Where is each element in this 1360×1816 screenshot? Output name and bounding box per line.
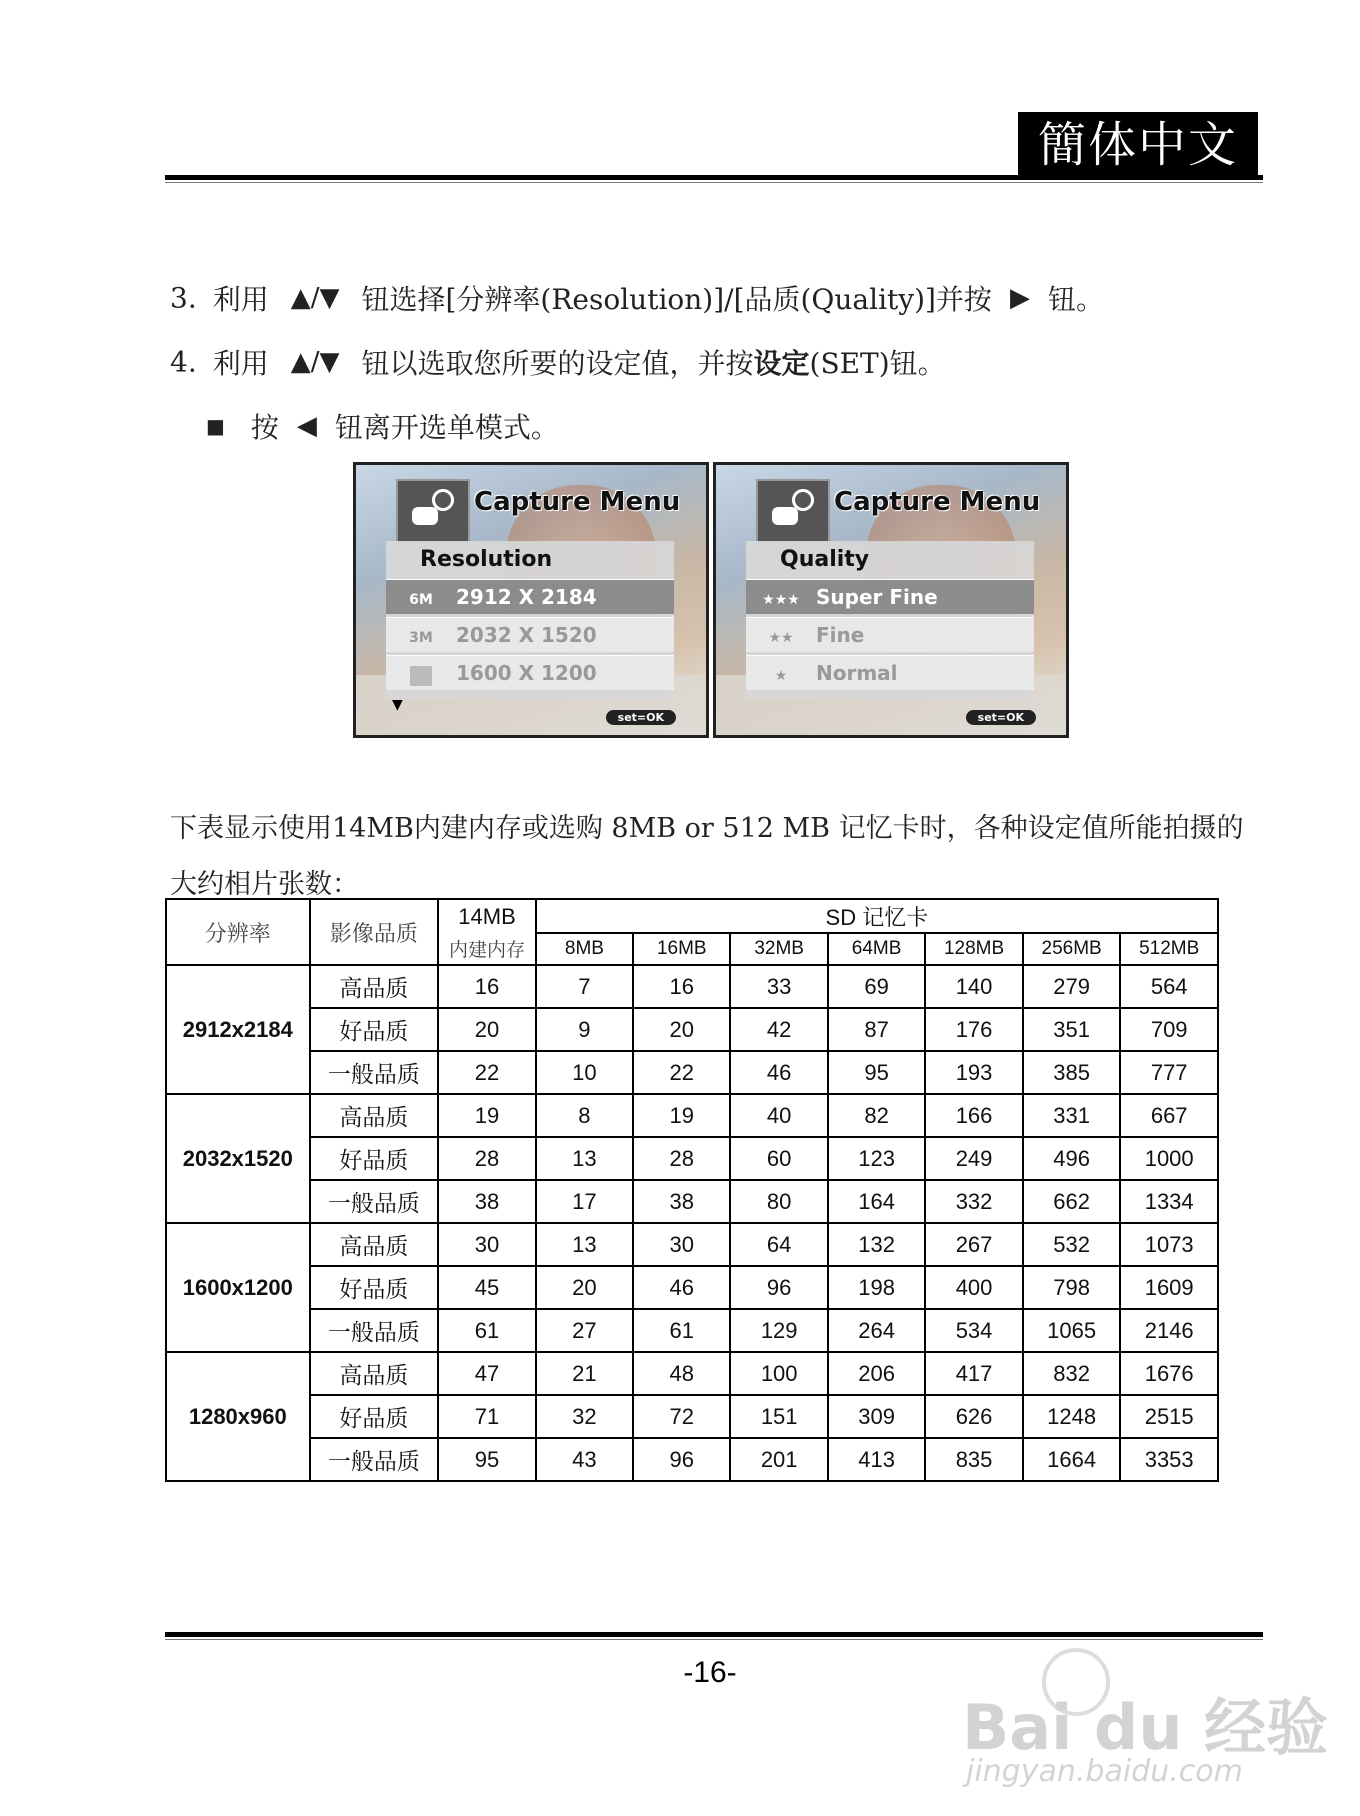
count-cell: 22 xyxy=(438,1051,536,1094)
count-cell: 80 xyxy=(730,1180,827,1223)
count-cell: 564 xyxy=(1120,965,1218,1008)
menu-panel xyxy=(746,541,1034,699)
count-cell: 47 xyxy=(438,1352,536,1395)
count-cell: 16 xyxy=(438,965,536,1008)
count-cell: 20 xyxy=(536,1266,633,1309)
menu-heading: Resolution xyxy=(420,547,553,572)
count-cell: 61 xyxy=(438,1309,536,1352)
count-cell: 279 xyxy=(1023,965,1121,1008)
menu-title: Capture Menu xyxy=(834,487,1041,517)
count-cell: 28 xyxy=(633,1137,730,1180)
intro-line-2: 大约相片张数： xyxy=(170,869,359,900)
count-cell: 82 xyxy=(828,1094,925,1137)
count-cell: 1000 xyxy=(1120,1137,1218,1180)
menu-option[interactable] xyxy=(746,617,1034,652)
header-divider-thin xyxy=(165,182,1263,183)
header-sd-size: 16MB xyxy=(633,933,730,965)
count-cell: 400 xyxy=(925,1266,1023,1309)
count-cell: 33 xyxy=(730,965,827,1008)
option-label: Fine xyxy=(816,623,865,647)
count-cell: 38 xyxy=(438,1180,536,1223)
table-row xyxy=(166,1051,1218,1094)
option-label: Normal xyxy=(816,661,898,685)
count-cell: 193 xyxy=(925,1051,1023,1094)
count-cell: 417 xyxy=(925,1352,1023,1395)
language-tab: 簡体中文 xyxy=(1018,112,1258,178)
count-cell: 332 xyxy=(925,1180,1023,1223)
camera-mode-icon xyxy=(756,479,830,543)
count-cell: 7 xyxy=(536,965,633,1008)
count-cell: 10 xyxy=(536,1051,633,1094)
step-tail: (SET)钮。 xyxy=(809,347,946,380)
quality-cell: 一般品质 xyxy=(310,1180,439,1223)
step-4 xyxy=(170,342,946,382)
header-quality: 影像品质 xyxy=(310,899,439,965)
size-2m-icon xyxy=(386,659,456,693)
count-cell: 22 xyxy=(633,1051,730,1094)
up-down-arrows-icon: ▲/▼ xyxy=(290,283,340,313)
count-cell: 534 xyxy=(925,1309,1023,1352)
count-cell: 140 xyxy=(925,965,1023,1008)
quality-cell: 好品质 xyxy=(310,1008,439,1051)
quality-cell: 好品质 xyxy=(310,1137,439,1180)
set-ok-badge: set=OK xyxy=(606,710,676,725)
count-cell: 351 xyxy=(1023,1008,1121,1051)
up-down-arrows-icon: ▲/▼ xyxy=(290,347,340,377)
table-row xyxy=(166,1137,1218,1180)
quality-menu-screen xyxy=(713,462,1069,738)
count-cell: 1073 xyxy=(1120,1223,1218,1266)
footer-divider-thin xyxy=(165,1639,1263,1640)
count-cell: 16 xyxy=(633,965,730,1008)
header-sd-card: SD 记忆卡 xyxy=(536,899,1218,933)
count-cell: 331 xyxy=(1023,1094,1121,1137)
count-cell: 201 xyxy=(730,1438,827,1481)
resolution-menu-screen xyxy=(353,462,709,738)
menu-option[interactable] xyxy=(386,617,674,652)
count-cell: 832 xyxy=(1023,1352,1121,1395)
table-row xyxy=(166,1266,1218,1309)
count-cell: 2515 xyxy=(1120,1395,1218,1438)
count-cell: 46 xyxy=(730,1051,827,1094)
count-cell: 13 xyxy=(536,1137,633,1180)
count-cell: 19 xyxy=(438,1094,536,1137)
left-triangle-icon: ◀ xyxy=(296,411,317,441)
count-cell: 27 xyxy=(536,1309,633,1352)
count-cell: 132 xyxy=(828,1223,925,1266)
note-line xyxy=(206,406,559,446)
watermark-domain: jingyan.baidu.com xyxy=(966,1754,1243,1789)
quality-cell: 高品质 xyxy=(310,1094,439,1137)
count-cell: 42 xyxy=(730,1008,827,1051)
count-cell: 1334 xyxy=(1120,1180,1218,1223)
count-cell: 9 xyxy=(536,1008,633,1051)
scroll-down-icon: ▼ xyxy=(392,697,403,713)
count-cell: 20 xyxy=(633,1008,730,1051)
count-cell: 43 xyxy=(536,1438,633,1481)
count-cell: 2146 xyxy=(1120,1309,1218,1352)
count-cell: 87 xyxy=(828,1008,925,1051)
step-number: 4. xyxy=(170,345,197,379)
resolution-cell: 2032x1520 xyxy=(166,1094,310,1223)
count-cell: 28 xyxy=(438,1137,536,1180)
three-stars-icon: ★★★ xyxy=(762,592,800,608)
resolution-cell: 1280x960 xyxy=(166,1352,310,1481)
table-row xyxy=(166,965,1218,1008)
count-cell: 532 xyxy=(1023,1223,1121,1266)
header-internal-memory: 14MB xyxy=(438,899,536,933)
count-cell: 48 xyxy=(633,1352,730,1395)
count-cell: 123 xyxy=(828,1137,925,1180)
right-triangle-icon: ▶ xyxy=(1009,283,1030,313)
bullet-icon: ■ xyxy=(206,414,225,438)
quality-cell: 高品质 xyxy=(310,1223,439,1266)
count-cell: 1609 xyxy=(1120,1266,1218,1309)
step-number: 3. xyxy=(170,281,197,315)
count-cell: 206 xyxy=(828,1352,925,1395)
resolution-cell: 1600x1200 xyxy=(166,1223,310,1352)
count-cell: 30 xyxy=(633,1223,730,1266)
count-cell: 13 xyxy=(536,1223,633,1266)
header-sd-size: 8MB xyxy=(536,933,633,965)
step-tail: 钮。 xyxy=(1047,283,1104,316)
menu-option[interactable] xyxy=(746,655,1034,690)
option-label: Super Fine xyxy=(816,585,938,609)
step-text: 钮以选取您所要的设定值，并按 xyxy=(361,347,754,380)
footer-divider xyxy=(165,1632,1263,1637)
count-cell: 249 xyxy=(925,1137,1023,1180)
two-stars-icon: ★★ xyxy=(768,630,794,646)
count-cell: 385 xyxy=(1023,1051,1121,1094)
step-3 xyxy=(170,278,1104,318)
baidu-watermark xyxy=(962,1648,1329,1789)
count-cell: 151 xyxy=(730,1395,827,1438)
count-cell: 21 xyxy=(536,1352,633,1395)
table-row xyxy=(166,1008,1218,1051)
option-label: 2032 X 1520 xyxy=(456,623,597,647)
table-row xyxy=(166,1352,1218,1395)
count-cell: 45 xyxy=(438,1266,536,1309)
quality-cell: 高品质 xyxy=(310,1352,439,1395)
count-cell: 19 xyxy=(633,1094,730,1137)
header-sd-size: 128MB xyxy=(925,933,1023,965)
intro-line-1: 下表显示使用14MB内建内存或选购 8MB or 512 MB 记忆卡时，各种设定值所能拍摄的 xyxy=(170,813,1244,844)
count-cell: 96 xyxy=(730,1266,827,1309)
count-cell: 8 xyxy=(536,1094,633,1137)
count-cell: 413 xyxy=(828,1438,925,1481)
menu-option[interactable] xyxy=(746,579,1034,614)
count-cell: 71 xyxy=(438,1395,536,1438)
count-cell: 129 xyxy=(730,1309,827,1352)
quality-cell: 一般品质 xyxy=(310,1051,439,1094)
size-6m-icon: 6M xyxy=(409,592,433,608)
count-cell: 667 xyxy=(1120,1094,1218,1137)
header-sd-size: 32MB xyxy=(730,933,827,965)
header-sd-size: 64MB xyxy=(828,933,925,965)
count-cell: 32 xyxy=(536,1395,633,1438)
resolution-cell: 2912x2184 xyxy=(166,965,310,1094)
count-cell: 40 xyxy=(730,1094,827,1137)
quality-cell: 好品质 xyxy=(310,1395,439,1438)
header-sd-size: 256MB xyxy=(1023,933,1121,965)
page-number: -16- xyxy=(683,1656,737,1689)
count-cell: 3353 xyxy=(1120,1438,1218,1481)
count-cell: 496 xyxy=(1023,1137,1121,1180)
count-cell: 164 xyxy=(828,1180,925,1223)
step-strong: 设定 xyxy=(753,347,810,380)
count-cell: 61 xyxy=(633,1309,730,1352)
table-row xyxy=(166,1180,1218,1223)
header-internal-sub: 内建内存 xyxy=(438,933,536,965)
count-cell: 798 xyxy=(1023,1266,1121,1309)
quality-cell: 高品质 xyxy=(310,965,439,1008)
quality-cell: 一般品质 xyxy=(310,1438,439,1481)
capacity-table xyxy=(165,898,1219,1482)
count-cell: 100 xyxy=(730,1352,827,1395)
count-cell: 777 xyxy=(1120,1051,1218,1094)
count-cell: 60 xyxy=(730,1137,827,1180)
count-cell: 1248 xyxy=(1023,1395,1121,1438)
count-cell: 662 xyxy=(1023,1180,1121,1223)
table-row xyxy=(166,1309,1218,1352)
count-cell: 1676 xyxy=(1120,1352,1218,1395)
count-cell: 267 xyxy=(925,1223,1023,1266)
step-lead: 利用 xyxy=(212,347,269,380)
count-cell: 72 xyxy=(633,1395,730,1438)
count-cell: 264 xyxy=(828,1309,925,1352)
camera-mode-icon xyxy=(396,479,470,543)
header-resolution: 分辨率 xyxy=(166,899,310,965)
option-label: 2912 X 2184 xyxy=(456,585,597,609)
count-cell: 20 xyxy=(438,1008,536,1051)
table-row xyxy=(166,1223,1218,1266)
count-cell: 176 xyxy=(925,1008,1023,1051)
size-3m-icon: 3M xyxy=(409,630,433,646)
step-lead: 利用 xyxy=(212,283,269,316)
menu-option[interactable] xyxy=(386,579,674,614)
count-cell: 166 xyxy=(925,1094,1023,1137)
count-cell: 309 xyxy=(828,1395,925,1438)
count-cell: 46 xyxy=(633,1266,730,1309)
menu-panel xyxy=(386,541,674,699)
table-row xyxy=(166,1395,1218,1438)
count-cell: 69 xyxy=(828,965,925,1008)
note-text: 钮离开选单模式。 xyxy=(334,411,559,444)
count-cell: 1065 xyxy=(1023,1309,1121,1352)
header-divider xyxy=(165,175,1263,180)
count-cell: 1664 xyxy=(1023,1438,1121,1481)
quality-cell: 好品质 xyxy=(310,1266,439,1309)
option-label: 1600 X 1200 xyxy=(456,661,597,685)
header-sd-size: 512MB xyxy=(1120,933,1218,965)
count-cell: 96 xyxy=(633,1438,730,1481)
count-cell: 17 xyxy=(536,1180,633,1223)
table-row xyxy=(166,1094,1218,1137)
count-cell: 835 xyxy=(925,1438,1023,1481)
count-cell: 95 xyxy=(828,1051,925,1094)
quality-cell: 一般品质 xyxy=(310,1309,439,1352)
menu-option[interactable] xyxy=(386,655,674,690)
count-cell: 198 xyxy=(828,1266,925,1309)
count-cell: 626 xyxy=(925,1395,1023,1438)
one-star-icon: ★ xyxy=(774,668,788,684)
note-lead: 按 xyxy=(250,411,279,444)
count-cell: 709 xyxy=(1120,1008,1218,1051)
step-text: 钮选择[分辨率(Resolution)]/[品质(Quality)]并按 xyxy=(361,283,992,316)
watermark-brand: Bai du 经验 xyxy=(962,1691,1329,1764)
menu-title: Capture Menu xyxy=(474,487,681,517)
table-row xyxy=(166,1438,1218,1481)
set-ok-badge: set=OK xyxy=(966,710,1036,725)
menu-heading: Quality xyxy=(780,547,870,572)
count-cell: 64 xyxy=(730,1223,827,1266)
count-cell: 95 xyxy=(438,1438,536,1481)
count-cell: 30 xyxy=(438,1223,536,1266)
count-cell: 38 xyxy=(633,1180,730,1223)
